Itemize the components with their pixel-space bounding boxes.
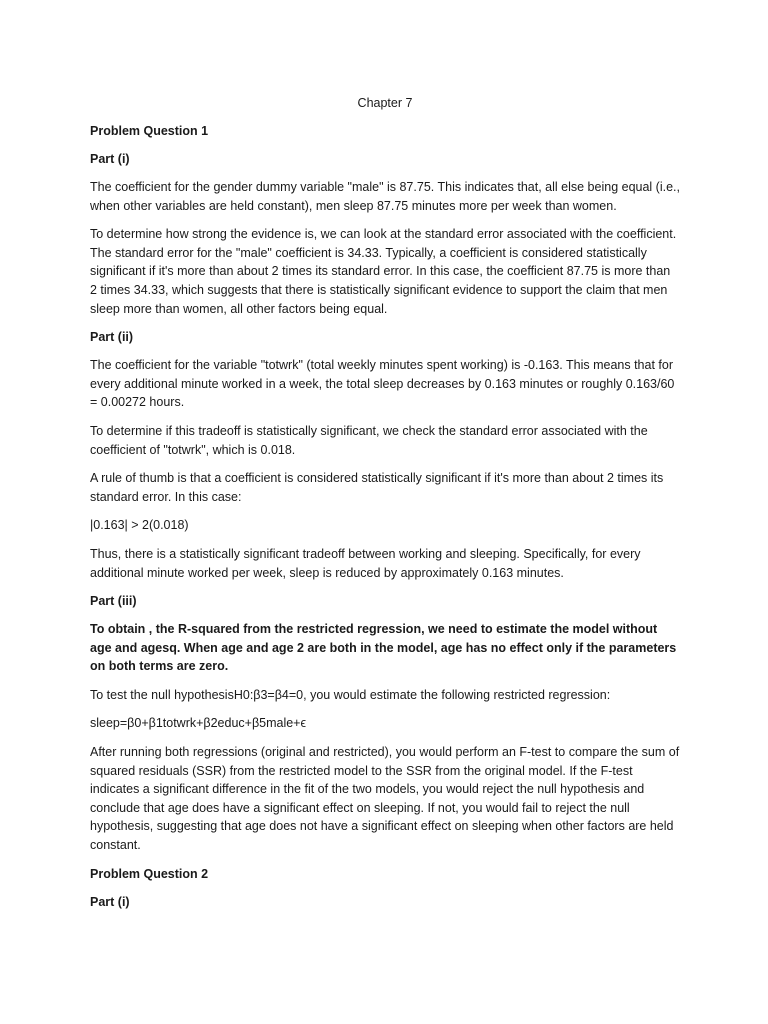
part-ii-paragraph-1: The coefficient for the variable "totwrk" (total weekly minutes spent working) is -0.163. This means that for every additional minute worked in a week, the total sleep decreases by 0.163 minutes or roughly 0.163/60 = 0.00272 hours. [90, 358, 675, 410]
part-ii-paragraph-5: Thus, there is a statistically significant tradeoff between working and sleeping. Specifically, for every additional minute worked per week, sleep is reduced by approximately 0.163 minutes. [90, 546, 641, 580]
part-iii-paragraph-2: To test the null hypothesisH0:β3=β4=0, you would estimate the following restricted regression: [90, 687, 611, 702]
part-i-paragraph-2: To determine how strong the evidence is, we can look at the standard error associated with the coefficient. The standard error for the "male" coefficient is 34.33. Typically, a coefficient is considered statistically significant if it's more than about 2 times its standard error. In this case, the coefficient 87.75 is more than 2 times 34.33, which suggests that there is statistically significant evidence to support the claim that men sleep more than women, all other factors being equal. [90, 227, 677, 316]
part-ii-inequality: |0.163| > 2(0.018) [90, 518, 189, 533]
part-ii-heading: Part (ii) [90, 330, 134, 345]
part-iii-heading: Part (iii) [90, 594, 137, 609]
problem-2-part-i-heading: Part (i) [90, 894, 130, 909]
chapter-title: Chapter 7 [357, 96, 413, 110]
part-iii-bold-paragraph: To obtain , the R-squared from the restricted regression, we need to estimate the model without age and agesq. When age and age 2 are both in the model, age has no effect only if the parameters on both terms are zero. [90, 622, 677, 674]
part-iii-paragraph-4: After running both regressions (original and restricted), you would perform an F-test to compare the sum of squared residuals (SSR) from the restricted model to the SSR from the original model. If the F-test indicates a significant difference in the fit of the two models, you would reject the null hypothesis and conclude that age does have a significant effect on sleeping. If not, you would fail to reject the null hypothesis, suggesting that age does not have a significant effect on sleeping when other factors are held constant. [90, 745, 680, 853]
part-ii-paragraph-3: A rule of thumb is that a coefficient is considered statistically significant if it's more than about 2 times its standard error. In this case: [90, 471, 664, 504]
problem-2-heading: Problem Question 2 [90, 866, 209, 881]
part-ii-paragraph-2: To determine if this tradeoff is statistically significant, we check the standard error associated with the coefficient of "totwrk", which is 0.018. [90, 423, 648, 457]
part-i-paragraph-1: The coefficient for the gender dummy variable "male" is 87.75. This indicates that, all else being equal (i.e., when other variables are held constant), men sleep 87.75 minutes more per week than women. [90, 180, 680, 213]
problem-1-heading: Problem Question 1 [90, 124, 209, 138]
part-iii-restricted-equation: sleep=β0+β1totwrk+β2educ+β5male+ϵ [90, 716, 307, 731]
part-i-heading: Part (i) [90, 152, 130, 166]
